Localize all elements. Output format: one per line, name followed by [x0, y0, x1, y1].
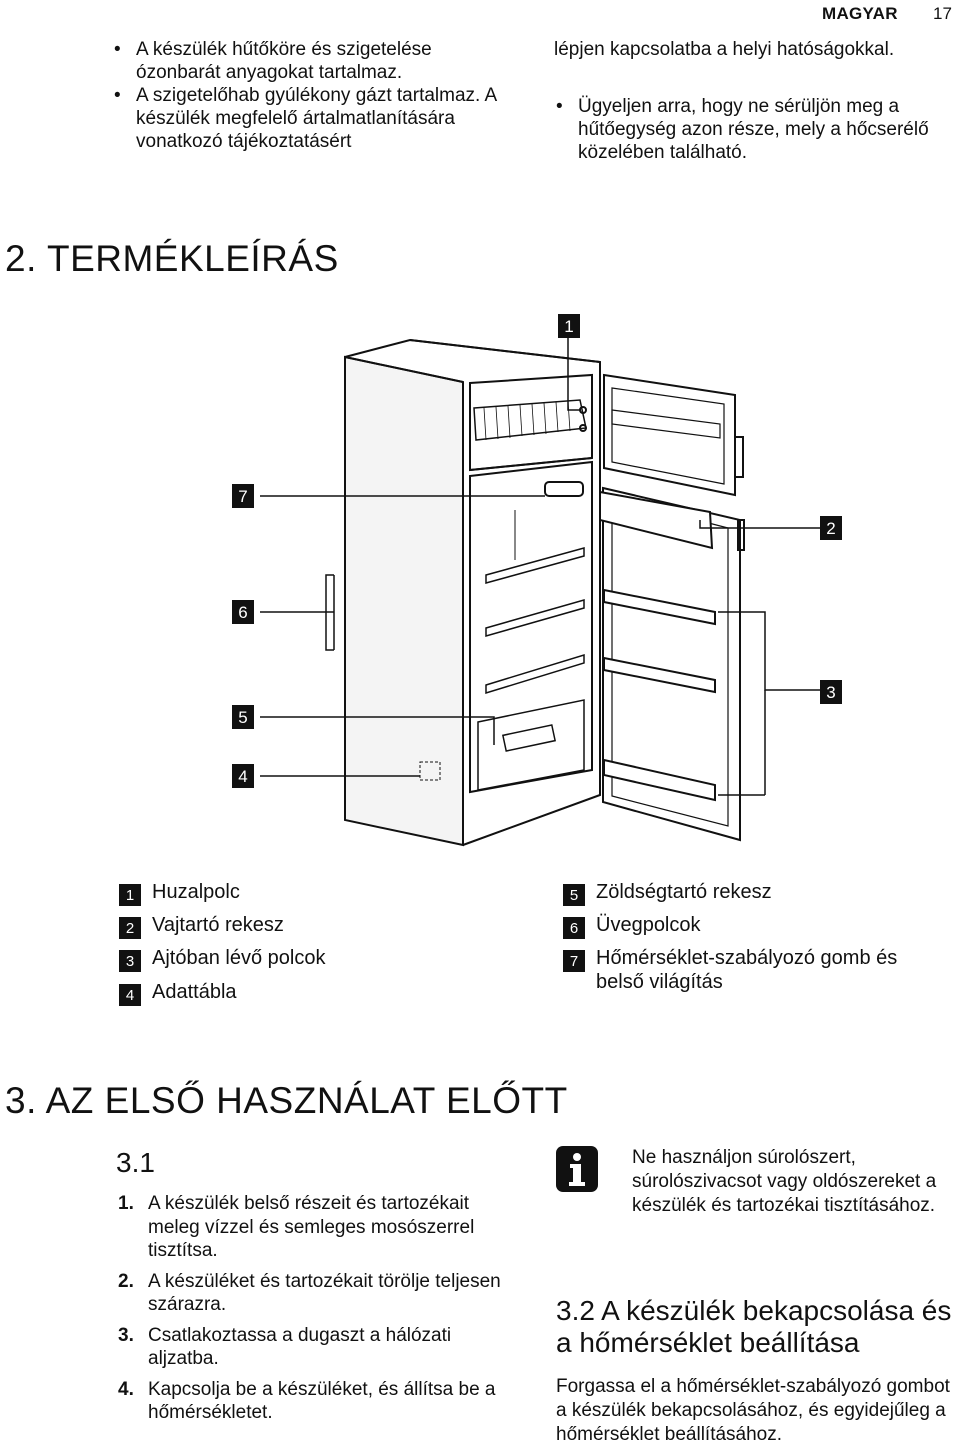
diagram-label-3: 3 — [826, 683, 836, 702]
legend-text: Üvegpolcok — [596, 914, 701, 936]
diagram-label-2: 2 — [826, 519, 836, 538]
legend-badge: 1 — [119, 884, 141, 906]
left-bullet-list — [112, 38, 512, 153]
legend-text: Hőmérséklet-szabályozó gomb és belső világítás — [596, 947, 898, 993]
step-text: A készüléket és tartozékait törölje teljesen szárazra. — [148, 1270, 501, 1315]
legend-badge: 7 — [563, 950, 585, 972]
page-number: 17 — [933, 4, 952, 23]
subsection-number: 3.1 — [116, 1147, 155, 1178]
legend-badge: 5 — [563, 884, 585, 906]
step-number: 2. — [118, 1270, 134, 1292]
step-number: 3. — [118, 1324, 134, 1346]
step-text: Kapcsolja be a készüléket, és állítsa be a hőmérsékletet. — [148, 1378, 496, 1423]
legend-item — [119, 880, 240, 906]
header-language: MAGYAR — [822, 4, 898, 23]
legend-text: Zöldségtartó rekesz — [596, 881, 772, 903]
right-bullet-list — [554, 95, 956, 164]
list-item — [118, 1378, 510, 1425]
legend-badge: 2 — [119, 917, 141, 939]
step-number: 4. — [118, 1378, 134, 1400]
info-icon — [556, 1146, 598, 1192]
legend-text: Ajtóban lévő polcok — [152, 947, 326, 969]
legend-badge: 3 — [119, 950, 141, 972]
list-item: • Ügyeljen arra, hogy ne sérüljön meg a hűtőegység azon része, mely a hőcserélő közelében található. — [556, 96, 929, 163]
diagram-label-5: 5 — [238, 708, 248, 727]
step-text: Csatlakoztassa a dugaszt a hálózati aljzatba. — [148, 1324, 452, 1369]
step-text: A készülék belső részeit és tartozékait meleg vízzel és semleges mosószerrel tisztítsa. — [148, 1193, 475, 1261]
legend-item — [119, 946, 325, 972]
list-item — [118, 1324, 510, 1371]
legend-text: Vajtartó rekesz — [152, 914, 284, 936]
section-title: 3. AZ ELSŐ HASZNÁLAT ELŐTT — [5, 1080, 568, 1121]
list-item: • A szigetelőhab gyúlékony gázt tartalmaz. A készülék megfelelő ártalmatlanítására vonatkozó tájékoztatásért — [114, 85, 497, 152]
legend-item — [119, 913, 284, 939]
legend-item — [563, 913, 701, 939]
legend-text: Adattábla — [152, 981, 237, 1003]
section-title: 2. TERMÉKLEÍRÁS — [5, 238, 339, 279]
list-item — [118, 1192, 510, 1263]
body-paragraph: Forgassa el a hőmérséklet-szabályozó gombot a készülék bekapcsolásához, és egyidejűleg a hőmérséklet beállításához. — [556, 1376, 950, 1445]
diagram-label-4: 4 — [238, 767, 248, 786]
diagram-label-1: 1 — [564, 317, 574, 336]
fridge-diagram — [0, 300, 960, 860]
legend-badge: 6 — [563, 917, 585, 939]
steps-list — [118, 1192, 510, 1432]
legend-badge: 4 — [119, 984, 141, 1006]
diagram-label-6: 6 — [238, 603, 248, 622]
subsection-number: 3.2 — [556, 1295, 595, 1326]
legend-item — [119, 980, 237, 1006]
subsection-title — [556, 1295, 956, 1359]
note-text: Ne használjon súrolószert, súrolószivacsot vagy oldószereket a készülék és tartozékai tisztításához. — [632, 1147, 937, 1216]
bullet-text: Ügyeljen arra, hogy ne sérüljön meg a hűtőegység azon része, mely a hőcserélő közelében található. — [578, 96, 929, 163]
bullet-text: A szigetelőhab gyúlékony gázt tartalmaz. A készülék megfelelő ártalmatlanítására vonatkozó tájékoztatásért — [136, 85, 497, 152]
diagram-label-7: 7 — [238, 487, 248, 506]
subsection-title-text: A készülék bekapcsolása és a hőmérséklet beállítása — [556, 1295, 952, 1358]
legend-item — [563, 946, 943, 994]
legend-text: Huzalpolc — [152, 881, 240, 903]
continuation-text: lépjen kapcsolatba a helyi hatóságokkal. — [554, 39, 895, 60]
legend-item — [563, 880, 772, 906]
step-number: 1. — [118, 1193, 134, 1214]
list-item: • A készülék hűtőköre és szigetelése ózonbarát anyagokat tartalmaz. — [114, 39, 432, 83]
list-item — [118, 1270, 510, 1317]
bullet-text: A készülék hűtőköre és szigetelése ózonbarát anyagokat tartalmaz. — [136, 39, 432, 83]
